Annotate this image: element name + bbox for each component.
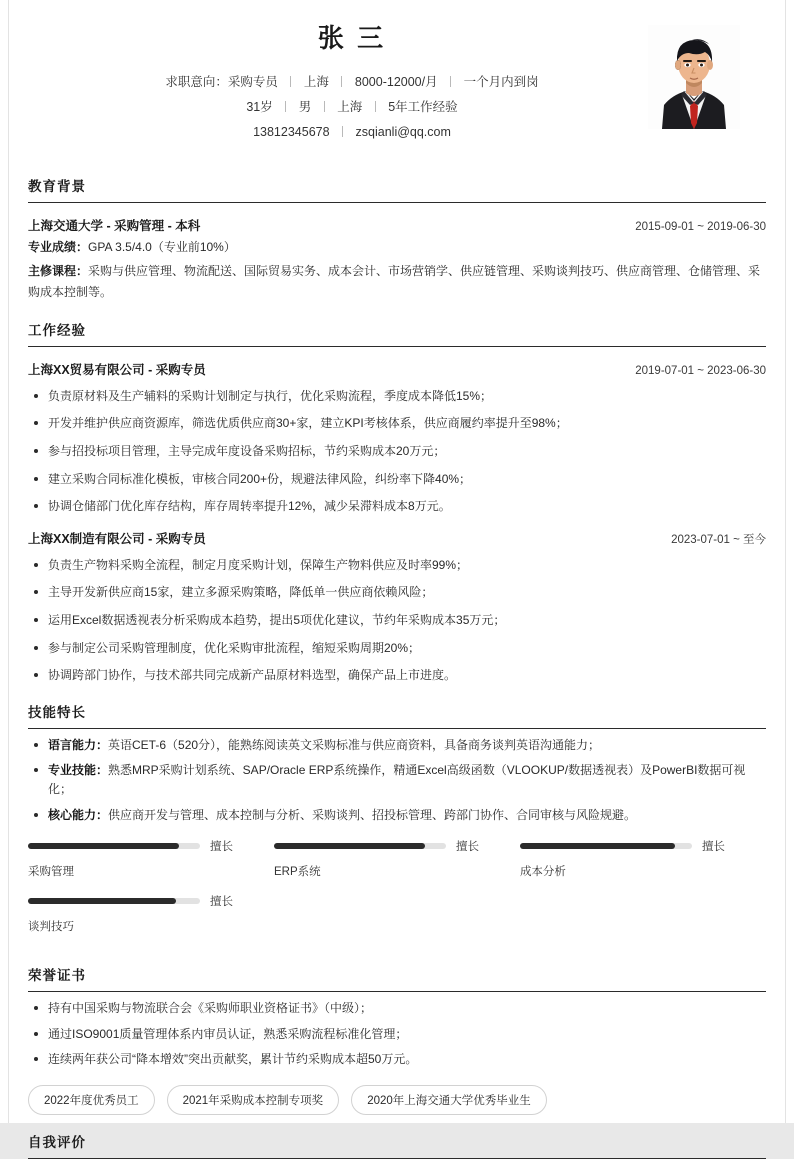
section-title-honors: 荣誉证书 (28, 968, 86, 984)
section-skills (28, 701, 766, 948)
page-title: 张 三 (317, 23, 387, 53)
skill-bar-item (520, 838, 766, 879)
list-item: 参与制定公司采购管理制度，优化采购审批流程，缩短采购周期20%； (28, 639, 766, 658)
section-divider (28, 728, 766, 729)
list-item: 参与招投标项目管理，主导完成年度设备采购招标，节约采购成本20万元； (28, 442, 766, 461)
skill-bar-item (274, 838, 520, 879)
list-item: 负责原材料及生产辅料的采购计划制定与执行，优化采购流程，季度成本降低15%； (28, 387, 766, 406)
work-entry (28, 529, 766, 685)
work-company: 上海XX制造有限公司 - 采购专员 (28, 531, 206, 546)
skill-bar-label: 谈判技巧 (28, 921, 74, 934)
skill-bar-fill (28, 843, 179, 849)
section-self-evaluation (28, 1131, 766, 1159)
section-title-education: 教育背景 (28, 178, 86, 194)
skill-bar-level: 擅长 (210, 841, 233, 854)
intent-salary: 8000-12000/月 (354, 74, 438, 89)
skill-bar-label: 采购管理 (28, 866, 74, 879)
separator-icon (285, 101, 286, 112)
section-honors (28, 964, 766, 1115)
work-date: 2019-07-01 ~ 2023-06-30 (635, 364, 766, 377)
skill-bar-fill (274, 843, 425, 849)
resume-header (28, 0, 766, 159)
separator-icon (342, 126, 343, 137)
education-gpa (28, 237, 766, 258)
skill-text: 英语CET-6（520分），能熟练阅读英文采购标准与供应商资料，具备商务谈判英语沟通能力； (108, 737, 601, 752)
separator-icon (290, 76, 291, 87)
skill-text: 熟悉MRP采购计划系统、SAP/Oracle ERP系统操作，精通Excel高级函数（VLOOKUP/数据透视表）及PowerBI数据可视化； (48, 763, 746, 796)
avatar-portrait-icon (648, 25, 740, 129)
list-item: 通过ISO9001质量管理体系内审员认证，熟悉采购流程标准化管理； (28, 1025, 766, 1044)
phone-number[interactable]: 13812345678 (253, 124, 330, 139)
section-divider (28, 202, 766, 203)
personal-experience: 5年工作经验 (388, 99, 458, 114)
personal-gender: 男 (298, 99, 312, 114)
list-item: 建立采购合同标准化模板，审核合同200+份，规避法律风险，纠纷率下降40%； (28, 470, 766, 489)
skill-bar-item (28, 893, 274, 934)
skill-bar-level: 擅长 (210, 896, 233, 909)
status-badge: 2021年采购成本控制专项奖 (167, 1085, 340, 1115)
work-bullet-list (28, 387, 766, 516)
education-courses (28, 261, 766, 303)
section-education (28, 175, 766, 303)
work-bullet-list (28, 556, 766, 685)
list-item: 协调仓储部门优化库存结构，库存周转率提升12%，减少呆滞料成本8万元。 (28, 497, 766, 516)
skill-bar-label: 成本分析 (519, 866, 566, 879)
work-entry (28, 360, 766, 516)
skill-bar-track (274, 843, 446, 849)
email-address[interactable]: zsqianli@qq.com (355, 124, 451, 139)
section-divider (28, 346, 766, 347)
section-title-work: 工作经验 (28, 322, 86, 338)
separator-icon (324, 101, 325, 112)
skill-bar-level: 擅长 (455, 841, 479, 854)
personal-age: 31岁 (246, 99, 273, 114)
contact-line-reach (28, 120, 676, 145)
skill-bar-track (520, 843, 692, 849)
list-item (28, 736, 766, 755)
skills-bullet-list (28, 736, 766, 824)
honors-bullet-list (28, 999, 766, 1069)
section-title-skills: 技能特长 (28, 704, 86, 720)
work-date: 2023-07-01 ~ 至今 (671, 533, 766, 546)
education-entry (28, 216, 766, 303)
honor-tag-list (28, 1085, 766, 1115)
skill-bar-fill (28, 898, 176, 904)
status-badge: 2020年上海交通大学优秀毕业生 (351, 1085, 547, 1115)
separator-icon (450, 76, 451, 87)
skill-bars (28, 838, 766, 948)
list-item: 连续两年获公司“降本增效”突出贡献奖，累计节约采购成本超50万元。 (28, 1050, 766, 1069)
skill-text: 供应商开发与管理、成本控制与分析、采购谈判、招投标管理、跨部门协作、合同审核与风险规避。 (108, 807, 637, 822)
contact-line-personal (28, 95, 676, 120)
education-courses-value: 采购与供应管理、物流配送、国际贸易实务、成本会计、市场营销学、供应链管理、采购谈判技巧、供应商管理、仓储管理、采购成本控制等。 (28, 263, 761, 299)
list-item: 负责生产物料采购全流程，制定月度采购计划，保障生产物料供应及时率99%； (28, 556, 766, 575)
status-badge: 2022年度优秀员工 (28, 1085, 155, 1115)
skill-label: 核心能力： (48, 807, 109, 822)
personal-city: 上海 (337, 99, 363, 114)
education-gpa-label: 专业成绩： (28, 239, 89, 254)
separator-icon (341, 76, 342, 87)
education-date: 2015-09-01 ~ 2019-06-30 (635, 220, 766, 233)
skill-label: 语言能力： (48, 737, 109, 752)
list-item: 协调跨部门协作，与技术部共同完成新产品原材料选型，确保产品上市进度。 (28, 666, 766, 685)
section-title-self-evaluation: 自我评价 (28, 1134, 86, 1150)
list-item: 开发并维护供应商资源库，筛选优质供应商30+家，建立KPI考核体系，供应商履约率提升至98%； (28, 414, 766, 433)
list-item (28, 806, 766, 825)
intent-availability: 一个月内到岗 (463, 74, 539, 89)
avatar (648, 25, 740, 129)
list-item (28, 761, 766, 798)
education-courses-label: 主修课程： (28, 263, 89, 278)
separator-icon (375, 101, 376, 112)
job-intent: 求职意向：采购专员 (165, 74, 278, 89)
skill-bar-track (28, 843, 200, 849)
education-school: 上海交通大学 - 采购管理 - 本科 (28, 218, 201, 233)
list-item: 主导开发新供应商15家，建立多源采购策略，降低单一供应商依赖风险； (28, 583, 766, 602)
skill-bar-item (28, 838, 274, 879)
skill-bar-fill (520, 843, 675, 849)
skill-bar-track (28, 898, 200, 904)
work-company: 上海XX贸易有限公司 - 采购专员 (28, 362, 206, 377)
list-item: 持有中国采购与物流联合会《采购师职业资格证书》（中级）； (28, 999, 766, 1018)
education-gpa-value: GPA 3.5/4.0（专业前10%） (88, 239, 236, 254)
skill-bar-level: 擅长 (701, 841, 725, 854)
section-divider (28, 991, 766, 992)
skill-label: 专业技能： (48, 763, 109, 778)
skill-bar-label: ERP系统 (273, 866, 321, 879)
list-item: 运用Excel数据透视表分析采购成本趋势，提出5项优化建议，节约年采购成本35万元； (28, 611, 766, 630)
intent-city: 上海 (303, 74, 329, 89)
section-work (28, 319, 766, 685)
contact-line-intent (28, 70, 676, 95)
